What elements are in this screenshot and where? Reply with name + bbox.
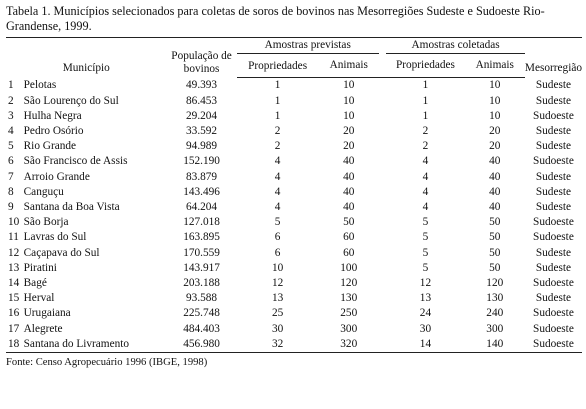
table-source: Fonte: Censo Agropecuário 1996 (IBGE, 1998) [6, 357, 208, 369]
row-number: 6 [8, 155, 14, 168]
row-col-propriedades: 5 [422, 216, 429, 229]
row-populacao: 203.188 [183, 277, 220, 290]
row-col-animais: 40 [489, 155, 501, 168]
row-municipio: São Lourenço do Sul [23, 94, 119, 107]
row-prev-animais: 40 [343, 155, 355, 168]
row-col-animais: 40 [489, 170, 501, 183]
row-number: 4 [8, 125, 14, 138]
row-number: 16 [8, 307, 20, 320]
row-mesorregiao: Sudeste [535, 94, 572, 107]
row-municipio: Santana do Livramento [24, 337, 167, 353]
row-mesorregiao: Sudeste [535, 246, 572, 259]
row-number: 14 [8, 277, 20, 290]
row-populacao: 127.018 [183, 216, 220, 229]
row-col-propriedades: 13 [419, 292, 432, 305]
header-col-propriedades: Propriedades [386, 54, 464, 78]
row-prev-animais: 300 [340, 322, 358, 335]
row-prev-propriedades: 1 [274, 109, 281, 122]
row-col-propriedades: 12 [419, 277, 432, 290]
row-prev-propriedades: 4 [274, 185, 281, 198]
row-col-animais: 40 [489, 201, 501, 214]
header-populacao [167, 38, 237, 78]
row-col-propriedades: 4 [422, 170, 429, 183]
row-col-animais: 10 [489, 94, 501, 107]
row-col-propriedades: 1 [422, 79, 429, 92]
row-number: 9 [8, 201, 14, 214]
row-gap [379, 185, 386, 200]
row-gap [379, 337, 386, 353]
row-prev-animais: 40 [343, 170, 355, 183]
row-prev-animais: 40 [343, 185, 355, 198]
row-col-animais: 240 [486, 307, 504, 320]
header-municipio: Município [62, 61, 110, 74]
row-number: 10 [8, 216, 20, 229]
row-mesorregiao: Sudoeste [533, 109, 574, 122]
row-mesorregiao: Sudeste [535, 170, 572, 183]
row-populacao: 64.204 [186, 201, 218, 214]
row-prev-propriedades: 4 [274, 201, 281, 214]
row-prev-propriedades: 25 [271, 307, 284, 320]
row-number: 11 [8, 231, 19, 244]
row-municipio: São Borja [23, 216, 69, 229]
row-populacao: 86.453 [186, 94, 218, 107]
table-row [6, 306, 582, 321]
row-populacao: 29.204 [186, 109, 218, 122]
row-municipio: Herval [23, 292, 55, 305]
row-prev-animais: 50 [343, 216, 355, 229]
row-municipio: Arroio Grande [23, 170, 90, 183]
row-gap [379, 276, 386, 291]
row-prev-propriedades: 4 [274, 170, 281, 183]
row-col-animais: 50 [489, 261, 501, 274]
row-populacao: 49.393 [186, 79, 218, 92]
table-row [6, 200, 582, 215]
row-mesorregiao: Sudoeste [533, 155, 574, 168]
row-populacao: 484.403 [183, 322, 220, 335]
header-gap [379, 38, 386, 54]
row-prev-animais: 10 [343, 94, 355, 107]
row-municipio: Rio Grande [23, 140, 77, 153]
row-col-animais: 40 [489, 185, 501, 198]
table-row [6, 109, 582, 124]
row-col-animais: 10 [489, 109, 501, 122]
table-row [6, 337, 582, 353]
row-mesorregiao: Sudeste [535, 292, 572, 305]
row-populacao: 225.748 [183, 307, 220, 320]
row-municipio: Bagé [23, 277, 47, 290]
row-populacao: 93.588 [186, 292, 218, 305]
row-col-animais: 50 [489, 216, 501, 229]
row-col-animais: 300 [486, 322, 504, 335]
row-prev-animais: 100 [340, 261, 358, 274]
row-mesorregiao: Sudoeste [533, 322, 574, 335]
row-prev-propriedades: 1 [274, 79, 281, 92]
table-row [6, 185, 582, 200]
row-prev-animais: 10 [343, 109, 355, 122]
row-municipio: Pelotas [23, 79, 57, 92]
row-populacao: 456.980 [167, 337, 237, 353]
row-populacao: 170.559 [183, 246, 220, 259]
row-gap [379, 124, 386, 139]
row-mesorregiao: Sudoeste [533, 307, 574, 320]
table-row [6, 230, 582, 245]
row-col-propriedades: 1 [422, 94, 429, 107]
row-mesorregiao: Sudoeste [525, 337, 582, 353]
row-col-animais: 20 [489, 125, 501, 138]
table-row [6, 78, 582, 94]
row-prev-animais: 60 [343, 246, 355, 259]
row-populacao: 94.989 [186, 140, 218, 153]
row-prev-animais: 120 [340, 277, 358, 290]
row-gap [379, 109, 386, 124]
row-prev-propriedades: 6 [274, 246, 281, 259]
table-row [6, 154, 582, 169]
header-prev-animais: Animais [319, 54, 379, 78]
row-number: 2 [8, 94, 14, 107]
row-prev-animais: 20 [343, 140, 355, 153]
row-mesorregiao: Sudoeste [533, 216, 574, 229]
row-prev-animais: 10 [343, 79, 355, 92]
row-municipio: Hulha Negra [23, 109, 82, 122]
row-gap [379, 306, 386, 321]
table-row [6, 94, 582, 109]
table-row [6, 215, 582, 230]
table-caption: Tabela 1. Municípios selecionados para coletas de soros de bovinos nas Mesorregiões Sudeste e Sudoeste Rio-Grandense, 1999. [6, 4, 545, 33]
row-gap [379, 215, 386, 230]
row-number: 15 [8, 292, 20, 305]
row-gap [379, 246, 386, 261]
row-col-animais: 50 [489, 231, 501, 244]
row-prev-propriedades: 6 [274, 231, 281, 244]
row-col-propriedades: 4 [422, 201, 429, 214]
row-municipio: Urugaiana [23, 307, 71, 320]
table-row [6, 124, 582, 139]
row-col-propriedades: 2 [422, 140, 429, 153]
row-gap [379, 322, 386, 337]
row-populacao: 33.592 [186, 125, 218, 138]
row-prev-animais: 40 [343, 201, 355, 214]
row-prev-propriedades: 30 [271, 322, 284, 335]
row-mesorregiao: Sudoeste [533, 277, 574, 290]
row-col-animais: 130 [486, 292, 504, 305]
row-number: 7 [8, 170, 14, 183]
row-prev-animais: 20 [343, 125, 355, 138]
row-populacao: 163.895 [183, 231, 220, 244]
row-mesorregiao: Sudeste [535, 185, 572, 198]
row-col-animais: 10 [489, 79, 501, 92]
row-col-animais: 20 [489, 140, 501, 153]
row-mesorregiao: Sudeste [535, 125, 572, 138]
row-col-propriedades: 30 [419, 322, 432, 335]
header-prev-propriedades: Propriedades [237, 54, 319, 78]
row-municipio: Canguçu [23, 185, 64, 198]
table-row [6, 322, 582, 337]
table-row [6, 276, 582, 291]
row-municipio: Caçapava do Sul [23, 246, 100, 259]
row-mesorregiao: Sudeste [535, 201, 572, 214]
row-prev-propriedades: 12 [271, 277, 284, 290]
row-populacao: 143.496 [183, 185, 220, 198]
header-gap-2 [379, 54, 386, 78]
row-number: 5 [8, 140, 14, 153]
row-col-animais: 140 [465, 337, 525, 353]
table-row [6, 246, 582, 261]
row-col-propriedades: 5 [422, 246, 429, 259]
row-municipio: Pedro Osório [23, 125, 84, 138]
header-row-1 [6, 38, 582, 54]
row-col-propriedades: 1 [422, 109, 429, 122]
row-populacao: 152.190 [183, 155, 220, 168]
row-municipio: Piratini [23, 261, 57, 274]
row-col-propriedades: 24 [419, 307, 432, 320]
row-prev-propriedades: 2 [274, 125, 281, 138]
row-gap [379, 139, 386, 154]
row-prev-animais: 130 [340, 292, 358, 305]
row-prev-propriedades: 5 [274, 216, 281, 229]
row-gap [379, 170, 386, 185]
header-amostras-previstas: Amostras previstas [237, 38, 379, 54]
table-row [6, 261, 582, 276]
row-gap [379, 78, 386, 94]
row-col-propriedades: 2 [422, 125, 429, 138]
municipios-table [6, 37, 582, 353]
row-prev-propriedades: 4 [274, 155, 281, 168]
row-gap [379, 291, 386, 306]
row-col-propriedades: 4 [422, 155, 429, 168]
row-prev-propriedades: 1 [274, 94, 281, 107]
row-gap [379, 154, 386, 169]
row-mesorregiao: Sudeste [535, 140, 572, 153]
row-gap [379, 230, 386, 245]
header-amostras-coletadas: Amostras coletadas [386, 38, 525, 54]
row-number: 18 [6, 337, 24, 353]
row-prev-animais: 250 [340, 307, 358, 320]
row-mesorregiao: Sudeste [535, 261, 572, 274]
row-mesorregiao: Sudeste [535, 79, 572, 92]
row-number: 8 [8, 185, 14, 198]
header-populacao-text: População de bovinos [171, 49, 232, 75]
header-mesorregiao: Mesorregião [524, 61, 582, 74]
row-col-propriedades: 14 [386, 337, 464, 353]
row-number: 12 [8, 246, 20, 259]
header-col-animais: Animais [465, 54, 525, 78]
row-col-animais: 50 [489, 246, 501, 259]
row-col-animais: 120 [486, 277, 504, 290]
row-prev-propriedades: 2 [274, 140, 281, 153]
row-col-propriedades: 5 [422, 231, 429, 244]
row-gap [379, 261, 386, 276]
row-col-propriedades: 4 [422, 185, 429, 198]
row-prev-propriedades: 10 [271, 261, 284, 274]
row-number: 13 [8, 261, 20, 274]
table-body [6, 78, 582, 353]
row-prev-propriedades: 13 [271, 292, 284, 305]
row-populacao: 143.917 [183, 261, 220, 274]
table-row [6, 291, 582, 306]
table-row [6, 170, 582, 185]
row-mesorregiao: Sudoeste [533, 231, 574, 244]
row-number: 17 [8, 322, 20, 335]
row-prev-animais: 60 [343, 231, 355, 244]
row-municipio: Lavras do Sul [23, 231, 87, 244]
table-row [6, 139, 582, 154]
row-prev-propriedades: 32 [237, 337, 319, 353]
row-municipio: Alegrete [23, 322, 63, 335]
row-gap [379, 94, 386, 109]
row-gap [379, 200, 386, 215]
row-number: 3 [8, 109, 14, 122]
row-col-propriedades: 5 [422, 261, 429, 274]
row-prev-animais: 320 [319, 337, 379, 353]
row-number: 1 [8, 79, 14, 92]
row-populacao: 83.879 [186, 170, 218, 183]
row-municipio: São Francisco de Assis [23, 155, 128, 168]
row-municipio: Santana da Boa Vista [23, 201, 120, 214]
